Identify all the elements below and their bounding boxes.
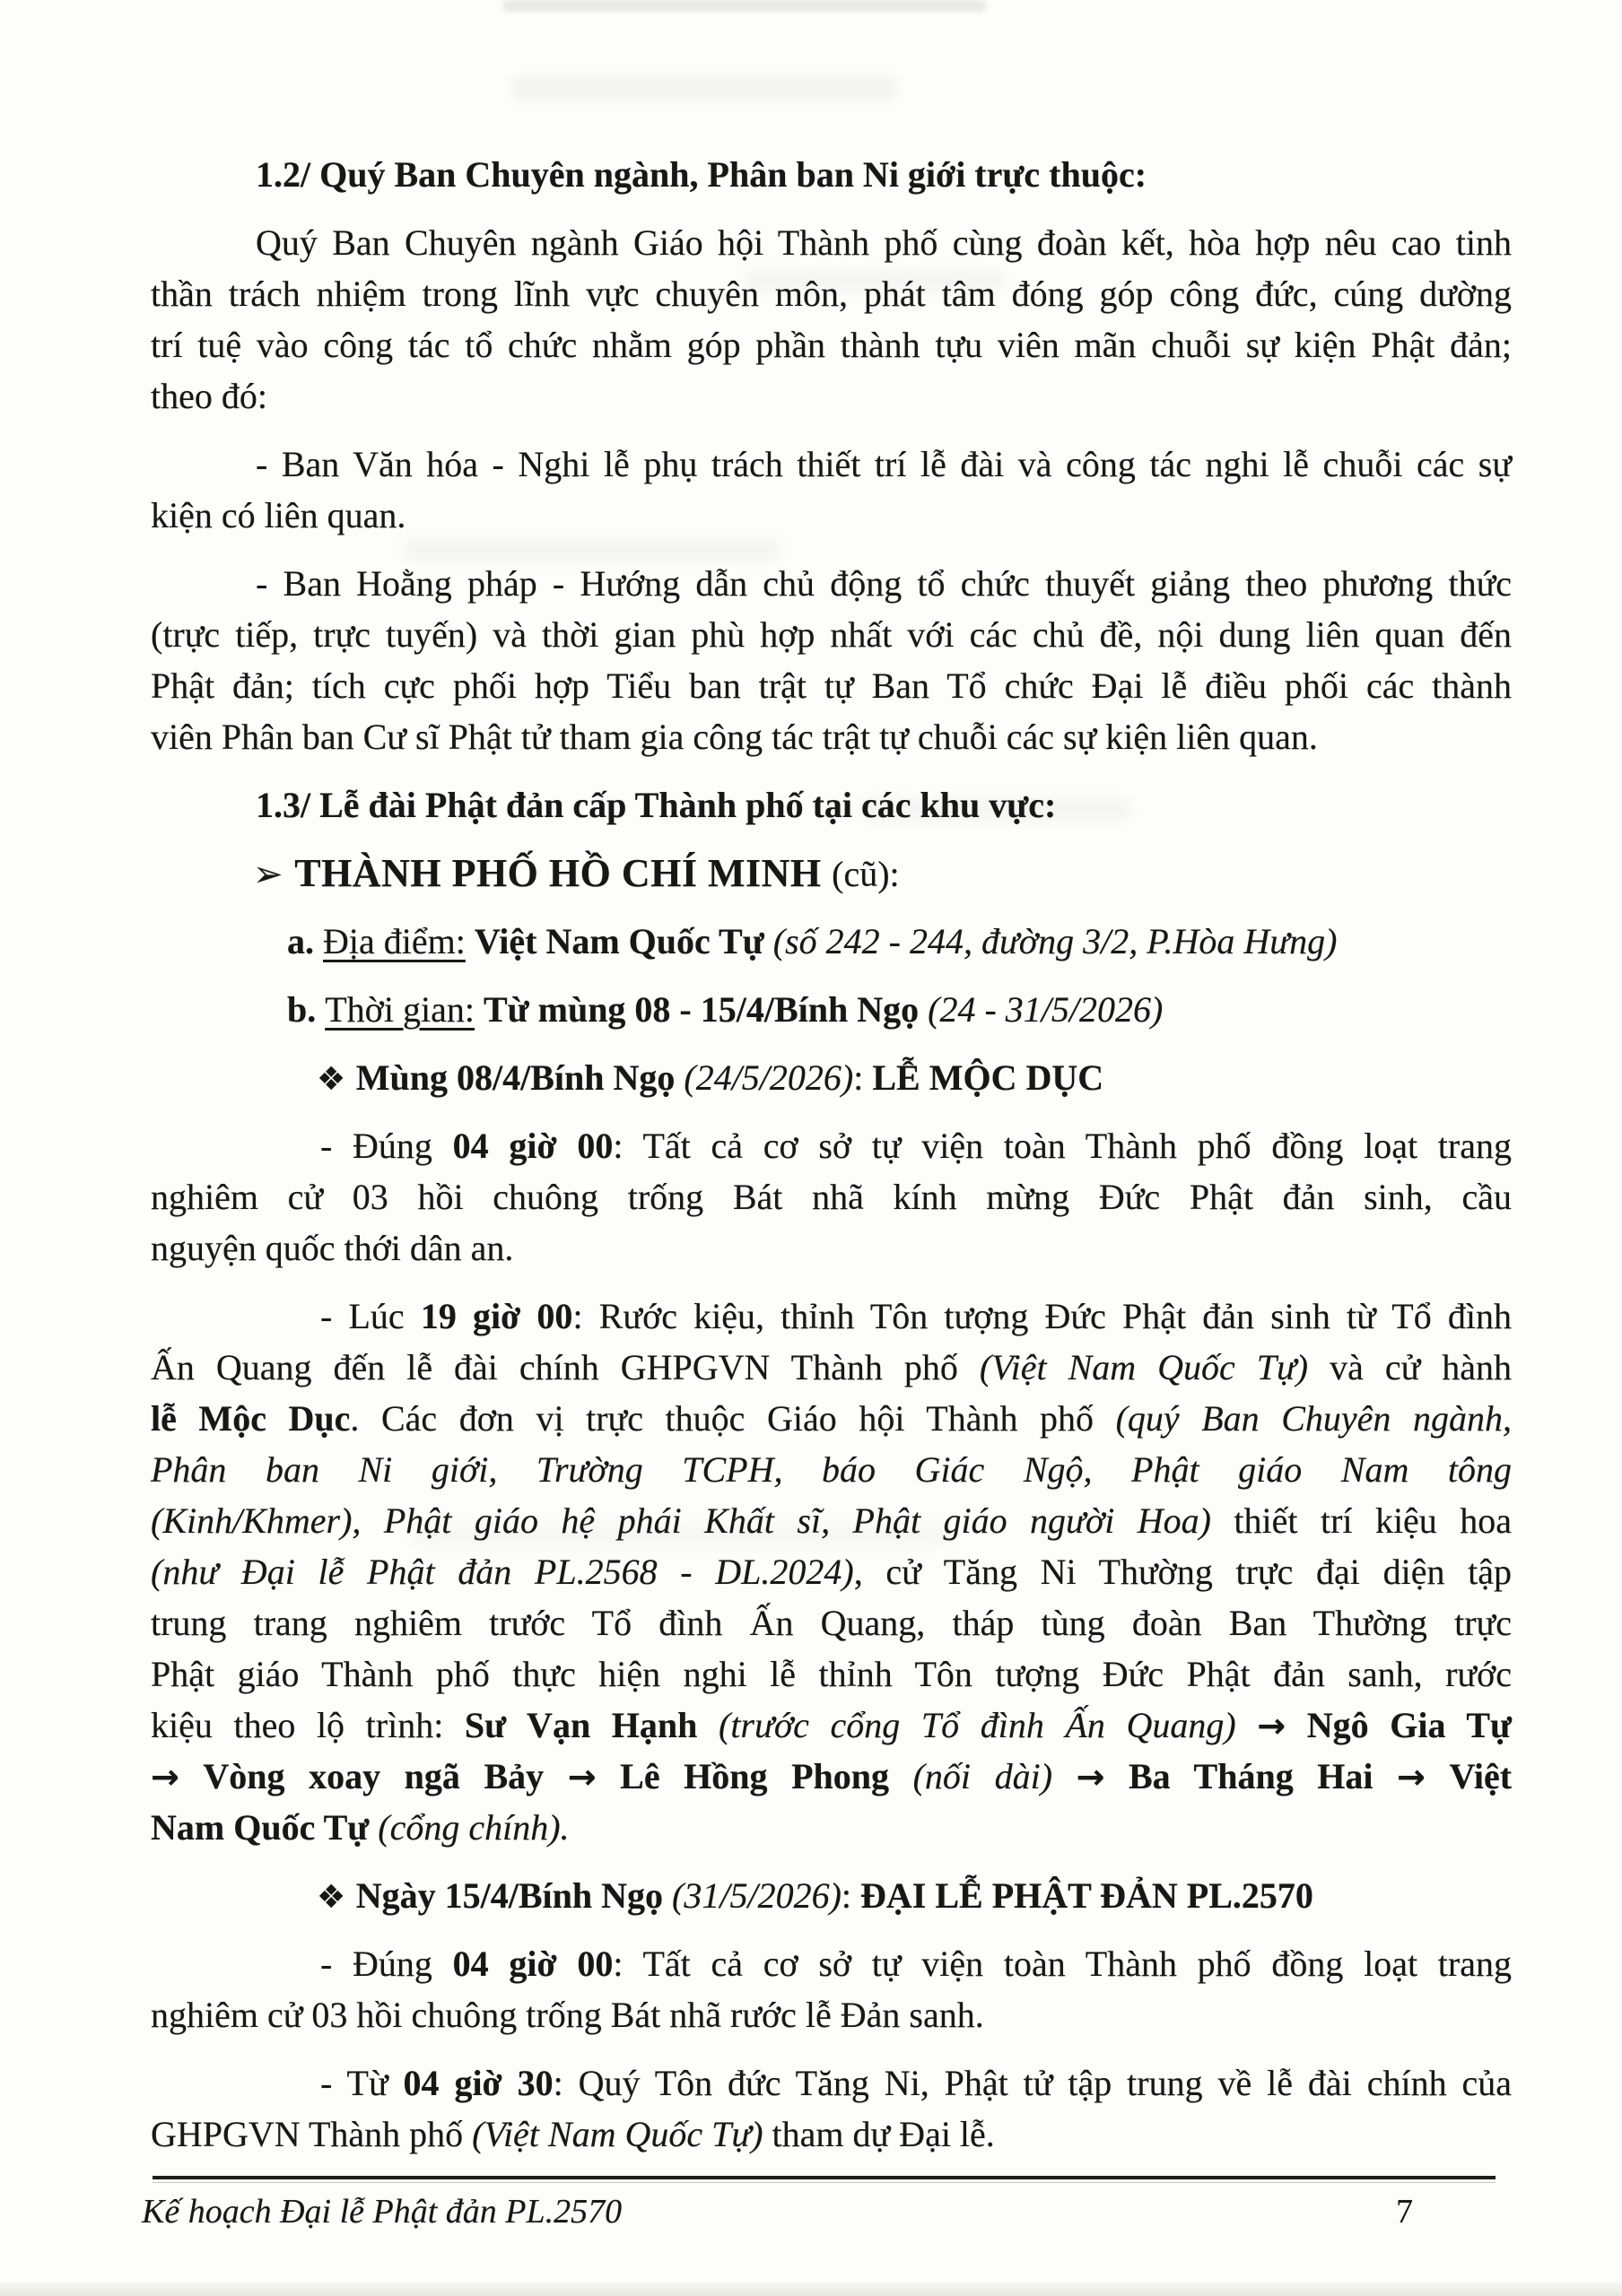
text-line: kiện có liên quan. <box>151 495 406 535</box>
diamond-dai-le-phat-dan <box>151 1870 1512 1921</box>
arrow-icon: → <box>567 1757 597 1796</box>
heading-section-1-2 <box>151 149 1512 200</box>
text-line: (Kinh/Khmer), Phật giáo hệ phái Khất sĩ, Phật giáo người Hoa) thiết trí kiệu hoa <box>151 1500 1513 1541</box>
text-line: ❖ Ngày 15/4/Bính Ngọ (31/5/2026): ĐẠI LỄ PHẬT ĐẢN PL.2570 <box>317 1875 1313 1916</box>
diamond-bullet-icon: ❖ <box>317 1879 356 1916</box>
pointer-thanh-pho-ho-chi-minh <box>151 848 1512 899</box>
pointer-bullet-icon: ➢ <box>253 854 295 895</box>
document-body <box>151 149 1512 2177</box>
text-line: 1.2/ Quý Ban Chuyên ngành, Phân ban Ni giới trực thuộc: <box>256 154 1147 195</box>
text-line: - Ban Hoằng pháp - Hướng dẫn chủ động tổ chức thuyết giảng theo phương thức <box>256 563 1512 604</box>
text-line: ➢ THÀNH PHỐ HỒ CHÍ MINH (cũ): <box>253 851 900 895</box>
text-line: - Ban Văn hóa - Nghi lễ phụ trách thiết trí lễ đài và công tác nghi lễ chuỗi các sự <box>256 444 1512 484</box>
text-line: trung trang nghiêm trước Tổ đình Ấn Quang, tháp tùng đoàn Ban Thường trực <box>151 1603 1512 1643</box>
footer-title: Kế hoạch Đại lễ Phật đản PL.2570 <box>142 2193 623 2231</box>
footer-rule <box>153 2176 1496 2179</box>
text-line: Phân ban Ni giới, Trường TCPH, báo Giác Ngộ, Phật giáo Nam tông <box>151 1449 1512 1490</box>
text-line: GHPGVN Thành phố (Việt Nam Quốc Tự) tham dự Đại lễ. <box>151 2114 995 2154</box>
scan-artifact <box>511 77 897 100</box>
arrow-icon: → <box>151 1757 179 1796</box>
text-line: Ấn Quang đến lễ đài chính GHPGVN Thành phố (Việt Nam Quốc Tự) và cử hành <box>151 1347 1512 1387</box>
text-line: 1.3/ Lễ đài Phật đản cấp Thành phố tại các khu vực: <box>256 785 1057 825</box>
text-line: thần trách nhiệm trong lĩnh vực chuyên môn, phát tâm đóng góp công đức, cúng dường <box>151 274 1512 314</box>
footer-page-number: 7 <box>1396 2193 1413 2231</box>
text-line: Phật đản; tích cực phối hợp Tiểu ban trật tự Ban Tổ chức Đại lễ điều phối các thành <box>151 665 1512 706</box>
text-line: Nam Quốc Tự (cổng chính). <box>151 1807 570 1848</box>
paragraph-ban-van-hoa <box>151 439 1512 541</box>
arrow-icon: → <box>1257 1706 1286 1745</box>
scan-artifact <box>502 0 987 12</box>
text-line: - Đúng 04 giờ 00: Tất cả cơ sở tự viện toàn Thành phố đồng loạt trang <box>320 1944 1512 1984</box>
text-line: theo đó: <box>151 376 267 416</box>
paragraph-ban-hoang-phap <box>151 558 1512 762</box>
text-line: trí tuệ vào công tác tổ chức nhằm góp phần thành tựu viên mãn chuỗi sự kiện Phật đản; <box>151 325 1512 365</box>
paragraph-luc-19-gio-00-ruoc-kieu <box>151 1291 1512 1853</box>
diamond-bullet-icon: ❖ <box>317 1061 356 1098</box>
text-line: Phật giáo Thành phố thực hiện nghi lễ thỉnh Tôn tượng Đức Phật đản sanh, rước <box>151 1654 1512 1694</box>
diamond-le-moc-duc <box>151 1052 1512 1103</box>
text-line: → Vòng xoay ngã Bảy → Lê Hồng Phong (nối dài) → Ba Tháng Hai → Việt <box>151 1756 1513 1796</box>
text-line: nghiêm cử 03 hồi chuông trống Bát nhã kính mừng Đức Phật đản sinh, cầu <box>151 1177 1512 1217</box>
bottom-scan-edge <box>0 2282 1622 2296</box>
text-line: lễ Mộc Dục. Các đơn vị trực thuộc Giáo hội Thành phố (quý Ban Chuyên ngành, <box>151 1398 1512 1439</box>
paragraph-tu-04-gio-30 <box>151 2057 1512 2160</box>
text-line: (trực tiếp, trực tuyến) và thời gian phù hợp nhất với các chủ đề, nội dung liên quan đến <box>151 614 1512 655</box>
text-line: Quý Ban Chuyên ngành Giáo hội Thành phố cùng đoàn kết, hòa hợp nêu cao tinh <box>256 222 1512 263</box>
text-line: - Từ 04 giờ 30: Quý Tôn đức Tăng Ni, Phật tử tập trung về lễ đài chính của <box>320 2063 1512 2103</box>
item-dia-diem <box>151 916 1512 967</box>
paragraph-dung-04-gio-00-dan-sanh <box>151 1938 1512 2040</box>
arrow-icon: → <box>1076 1757 1105 1796</box>
text-line: nghiêm cử 03 hồi chuông trống Bát nhã rước lễ Đản sanh. <box>151 1995 984 2035</box>
item-thoi-gian <box>151 984 1512 1035</box>
arrow-icon: → <box>1397 1757 1426 1796</box>
text-line: - Lúc 19 giờ 00: Rước kiệu, thỉnh Tôn tượng Đức Phật đản sinh từ Tổ đình <box>320 1296 1512 1336</box>
text-line: b. Thời gian: Từ mùng 08 - 15/4/Bính Ngọ (24 - 31/5/2026) <box>287 989 1164 1030</box>
text-line: - Đúng 04 giờ 00: Tất cả cơ sở tự viện toàn Thành phố đồng loạt trang <box>320 1126 1512 1166</box>
text-line: ❖ Mùng 08/4/Bính Ngọ (24/5/2026): LỄ MỘC DỤC <box>317 1057 1104 1098</box>
text-line: a. Địa điểm: Việt Nam Quốc Tự (số 242 - 244, đường 3/2, P.Hòa Hưng) <box>287 921 1338 961</box>
text-line: nguyện quốc thới dân an. <box>151 1228 514 1268</box>
text-line: viên Phân ban Cư sĩ Phật tử tham gia công tác trật tự chuỗi các sự kiện liên quan. <box>151 717 1318 757</box>
heading-section-1-3 <box>151 779 1512 831</box>
paragraph-dung-04-gio-00-moc-duc <box>151 1120 1512 1274</box>
text-line: kiệu theo lộ trình: Sư Vạn Hạnh (trước cổng Tổ đình Ấn Quang) → Ngô Gia Tự <box>151 1705 1513 1745</box>
paragraph-intro <box>151 217 1512 422</box>
text-line: (như Đại lễ Phật đản PL.2568 - DL.2024), cử Tăng Ni Thường trực đại diện tập <box>151 1552 1512 1592</box>
footer <box>142 2187 1505 2240</box>
